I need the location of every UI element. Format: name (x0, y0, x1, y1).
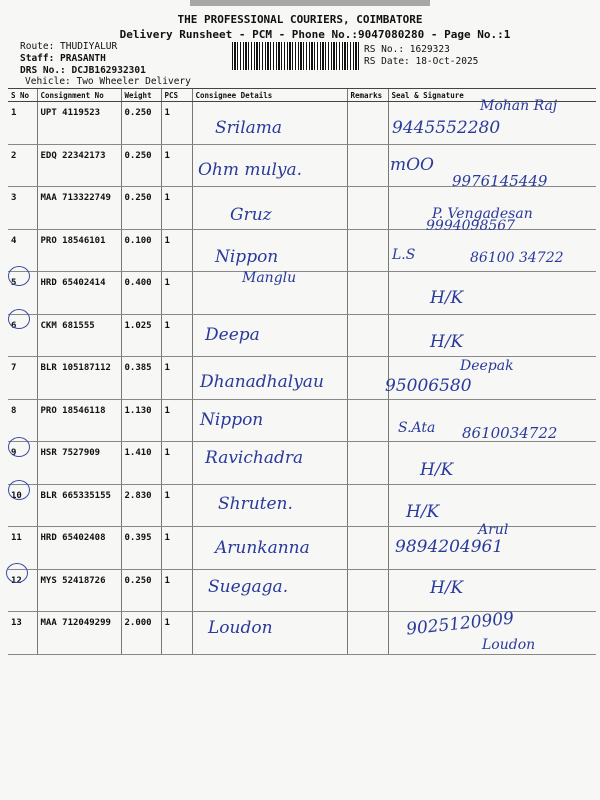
company-title: THE PROFESSIONAL COURIERS, COIMBATORE (177, 13, 423, 26)
col-weight: Weight (121, 89, 161, 102)
row-consignment: HRD 65402408 (37, 527, 121, 570)
sign-hw-4: 86100 34722 (470, 250, 564, 266)
row-sno: 6 (8, 314, 37, 357)
consignee-hw-12: Suegaga. (208, 577, 289, 597)
row-remarks (347, 612, 388, 655)
barcode (232, 42, 360, 70)
consignee-hw-11: Arunkanna (215, 538, 310, 558)
sign-hw-6: H/K (430, 332, 464, 352)
row-consignment: HSR 7527909 (37, 442, 121, 485)
row-pcs: 1 (161, 612, 192, 655)
consignee-hw-9: Ravichadra (205, 448, 304, 468)
row-consignment: MAA 712049299 (37, 612, 121, 655)
row-remarks (347, 144, 388, 187)
consignee-hw-3: Gruz (230, 205, 272, 225)
sign2-hw-7: Deepak (460, 358, 514, 374)
row-consignment: BLR 665335155 (37, 484, 121, 527)
row-sno: 5 (8, 272, 37, 315)
row-weight: 1.130 (121, 399, 161, 442)
row-pcs: 1 (161, 187, 192, 230)
consignee-hw-13: Loudon (208, 618, 273, 638)
col-consignment: Consignment No (37, 89, 121, 102)
sign-hw-13: 9025120909 (405, 608, 515, 640)
row-pcs: 1 (161, 399, 192, 442)
table-row (8, 272, 596, 315)
consignee-hw-2: Ohm mulya. (198, 160, 303, 180)
row-pcs: 1 (161, 144, 192, 187)
sign2-hw-1: Mohan Raj (480, 98, 558, 114)
sign-hw-9: H/K (420, 460, 454, 480)
col-remarks: Remarks (347, 89, 388, 102)
runsheet-subtitle: Delivery Runsheet - PCM - Phone No.:9047080280 - Page No.:1 (119, 28, 511, 41)
circle-mark-12 (6, 563, 28, 583)
row-consignment: PRO 18546101 (37, 229, 121, 272)
route-label: Route: THUDIYALUR (20, 41, 118, 52)
row-remarks (347, 442, 388, 485)
row-sno: 11 (8, 527, 37, 570)
col-consignee: Consignee Details (192, 89, 347, 102)
consignee-hw-7: Dhanadhalyau (200, 372, 324, 392)
row-remarks (347, 314, 388, 357)
consignee-hw-6: Deepa (205, 325, 260, 345)
row-weight: 1.410 (121, 442, 161, 485)
consignee-hw-1: Srilama (215, 118, 283, 138)
row-pcs: 1 (161, 102, 192, 145)
sign-hw-7: 95006580 (385, 376, 472, 396)
table-row (8, 569, 596, 612)
row-weight: 0.250 (121, 187, 161, 230)
row-consignment: CKM 681555 (37, 314, 121, 357)
row-remarks (347, 484, 388, 527)
rs-date: RS Date: 18-Oct-2025 (364, 56, 479, 67)
row-sno: 8 (8, 399, 37, 442)
sign-hw-10: H/K (406, 502, 440, 522)
row-weight: 0.100 (121, 229, 161, 272)
row-pcs: 1 (161, 272, 192, 315)
row-pcs: 1 (161, 229, 192, 272)
sign-hw-5: H/K (430, 288, 464, 308)
row-remarks (347, 399, 388, 442)
sign2-hw-13: Loudon (482, 637, 536, 653)
row-weight: 1.025 (121, 314, 161, 357)
circle-mark-10 (8, 480, 30, 500)
sign2-hw-8: S.Ata (398, 420, 436, 436)
circle-mark-6 (8, 309, 30, 329)
row-remarks (347, 102, 388, 145)
row-weight: 0.250 (121, 569, 161, 612)
consignee-hw-8: Nippon (200, 410, 264, 430)
row-sno: 7 (8, 357, 37, 400)
row-weight: 0.250 (121, 144, 161, 187)
rs-number: RS No.: 1629323 (364, 44, 450, 55)
row-sno: 9 (8, 442, 37, 485)
row-pcs: 1 (161, 484, 192, 527)
sign2-hw-11: Arul (478, 522, 509, 538)
sign-hw-12: H/K (430, 578, 464, 598)
vehicle-label: Vehicle: Two Wheeler Delivery (25, 76, 191, 87)
row-weight: 2.000 (121, 612, 161, 655)
row-consignment: EDQ 22342173 (37, 144, 121, 187)
row-consignment: PRO 18546118 (37, 399, 121, 442)
row-pcs: 1 (161, 314, 192, 357)
sign-hw-3: 9994098567 (426, 218, 516, 234)
row-weight: 0.250 (121, 102, 161, 145)
sign2-hw-4: L.S (392, 247, 416, 263)
row-sno: 10 (8, 484, 37, 527)
staff-label: Staff: PRASANTH (20, 53, 106, 64)
row-weight: 0.400 (121, 272, 161, 315)
row-remarks (347, 569, 388, 612)
row-pcs: 1 (161, 527, 192, 570)
row-sno: 13 (8, 612, 37, 655)
table-row (8, 484, 596, 527)
row-weight: 0.395 (121, 527, 161, 570)
sign2-hw-3: P. Vengadesan (432, 206, 533, 222)
consignee-hw-4: Nippon (215, 247, 279, 267)
row-consignment: HRD 65402414 (37, 272, 121, 315)
row-sno: 2 (8, 144, 37, 187)
consignee-hw-10: Shruten. (218, 494, 293, 514)
sign-hw-1: 9445552280 (392, 118, 501, 138)
row-consignment: MYS 52418726 (37, 569, 121, 612)
row-signature (388, 314, 596, 357)
row-pcs: 1 (161, 569, 192, 612)
row-remarks (347, 187, 388, 230)
row-remarks (347, 357, 388, 400)
row-weight: 2.830 (121, 484, 161, 527)
circle-mark-9 (8, 437, 30, 457)
consignee-hw-5: Manglu (242, 270, 297, 286)
row-remarks (347, 527, 388, 570)
col-pcs: PCS (161, 89, 192, 102)
row-sno: 12 (8, 569, 37, 612)
col-signature: Seal & Signature (388, 89, 596, 102)
row-signature (388, 272, 596, 315)
row-remarks (347, 229, 388, 272)
table-row (8, 314, 596, 357)
row-sno: 3 (8, 187, 37, 230)
sign2-hw-2: mOO (390, 155, 434, 175)
sign-hw-2: 9976145449 (452, 172, 548, 190)
circle-mark-5 (8, 266, 30, 286)
row-pcs: 1 (161, 442, 192, 485)
row-weight: 0.385 (121, 357, 161, 400)
row-pcs: 1 (161, 357, 192, 400)
row-sno: 4 (8, 229, 37, 272)
scan-artifact (190, 0, 430, 6)
row-remarks (347, 272, 388, 315)
row-consignment: UPT 4119523 (37, 102, 121, 145)
row-sno: 1 (8, 102, 37, 145)
drs-label: DRS No.: DCJB162932301 (20, 65, 146, 76)
sign-hw-11: 9894204961 (395, 537, 504, 557)
row-signature (388, 569, 596, 612)
row-consignment: BLR 105187112 (37, 357, 121, 400)
sign-hw-8: 8610034722 (462, 424, 558, 442)
row-consignment: MAA 713322749 (37, 187, 121, 230)
col-sno: S No (8, 89, 37, 102)
